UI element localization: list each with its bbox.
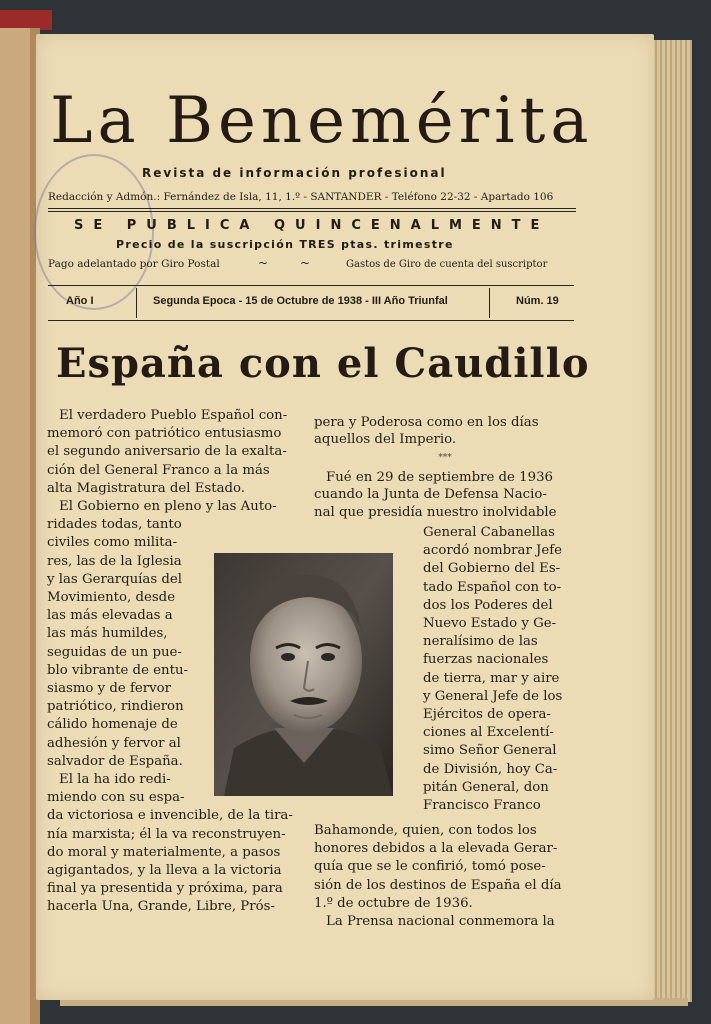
article-line: Fué en 29 de septiembre de 1936 bbox=[326, 470, 553, 485]
masthead-title: La Benemérita bbox=[50, 84, 594, 158]
article-line: del Gobierno del Es- bbox=[423, 561, 561, 577]
article-line: seguidas de un pue- bbox=[47, 644, 182, 660]
article-line: civiles como milita- bbox=[47, 535, 178, 551]
issue-number: Núm. 19 bbox=[516, 295, 559, 307]
article-line: siasmo y de fervor bbox=[47, 681, 172, 697]
article-line: hacerla Una, Grande, Libre, Prós- bbox=[47, 899, 275, 915]
article-line: La Prensa nacional conmemora la bbox=[326, 914, 555, 930]
article-line: nal que presidía nuestro inolvidable bbox=[314, 504, 557, 520]
article-line: pitán General, don bbox=[423, 779, 549, 795]
article-line: 1.º de octubre de 1936. bbox=[314, 895, 473, 911]
article-line: salvador de España. bbox=[47, 753, 183, 769]
article-line: da victoriosa e invencible, de la tira- bbox=[47, 808, 293, 824]
issue-date: Segunda Epoca - 15 de Octubre de 1938 - III Año Triunfal bbox=[153, 295, 448, 307]
article-headline: España con el Caudillo bbox=[56, 340, 590, 387]
portrait-photo bbox=[214, 553, 393, 796]
issue-year: Año I bbox=[66, 295, 94, 307]
article-right-column-narrow bbox=[423, 524, 575, 815]
article-line: aquellos del Imperio. bbox=[314, 432, 457, 448]
article-line: res, las de la Iglesia bbox=[47, 553, 182, 569]
rule-top bbox=[48, 208, 576, 209]
section-separator: *** bbox=[438, 453, 452, 463]
article-line: neralísimo de las bbox=[423, 634, 538, 650]
ornament-tilde: ~ bbox=[258, 256, 269, 270]
article-line: El Gobierno en pleno y las Auto- bbox=[59, 499, 277, 515]
masthead-subtitle: Revista de información profesional bbox=[142, 166, 447, 180]
article-line: final ya presentida y próxima, para bbox=[47, 881, 283, 897]
article-right-column-bottom bbox=[314, 822, 576, 931]
article-line: cálido homenaje de bbox=[47, 717, 178, 733]
article-line: General Cabanellas bbox=[423, 525, 555, 540]
article-line: de División, hoy Ca- bbox=[423, 761, 558, 777]
article-line: de tierra, mar y aire bbox=[423, 670, 560, 686]
article-line: Nuevo Estado y Ge- bbox=[423, 616, 557, 632]
article-line: acordó nombrar Jefe bbox=[423, 543, 563, 559]
article-line: y las Gerarquías del bbox=[47, 571, 183, 587]
article-line: el segundo aniversario de la exalta- bbox=[47, 444, 287, 460]
article-line: y General Jefe de los bbox=[423, 688, 563, 704]
article-line: do moral y materialmente, a pasos bbox=[47, 844, 281, 860]
binding-tab bbox=[0, 10, 52, 30]
article-line: Movimiento, desde bbox=[47, 590, 176, 606]
article-line: blo vibrante de entu- bbox=[47, 662, 189, 678]
subscription-price: Precio de la suscripción TRES ptas. trimestre bbox=[116, 238, 454, 251]
article-line: ciones al Excelentí- bbox=[423, 725, 554, 741]
article-line: adhesión y fervor al bbox=[47, 735, 181, 751]
article-line: simo Señor General bbox=[423, 743, 557, 759]
article-line: pera y Poderosa como en los días bbox=[314, 415, 539, 430]
publication-frequency: SE PUBLICA QUINCENALMENTE bbox=[74, 218, 550, 233]
info-divider bbox=[489, 288, 490, 318]
article-line: miendo con su espa- bbox=[47, 790, 185, 806]
page-edges bbox=[652, 40, 692, 1002]
article-line: dos los Poderes del bbox=[423, 597, 553, 613]
article-line: Francisco Franco bbox=[423, 798, 541, 814]
article-line: El verdadero Pueblo Español con- bbox=[59, 408, 288, 423]
ornament-tilde: ~ bbox=[300, 256, 311, 270]
article-line: alta Magistratura del Estado. bbox=[47, 480, 246, 496]
article-line: El la ha ido redi- bbox=[59, 772, 171, 788]
article-line: nía marxista; él la va reconstruyen- bbox=[47, 826, 286, 842]
article-line: las más elevadas a bbox=[47, 608, 173, 624]
issue-info-bar bbox=[48, 285, 574, 321]
article-line: Bahamonde, quien, con todos los bbox=[314, 823, 537, 838]
article-right-column-mid bbox=[314, 469, 576, 521]
article-line: quía que se le confirió, tomó pose- bbox=[314, 859, 546, 875]
article-line: honores debidos a la elevada Gerar- bbox=[314, 841, 558, 857]
article-line: ción del General Franco a la más bbox=[47, 462, 270, 478]
article-line: Ejércitos de opera- bbox=[423, 707, 551, 723]
article-line: tado Español con to- bbox=[423, 579, 562, 595]
article-line: sión de los destinos de España el día bbox=[314, 877, 562, 893]
article-line: las más humildes, bbox=[47, 626, 168, 642]
payment-note: Pago adelantado por Giro Postal bbox=[48, 258, 220, 270]
article-right-column-top bbox=[314, 414, 576, 449]
article-line: patriótico, rindieron bbox=[47, 699, 184, 715]
article-line: memoró con patriótico entusiasmo bbox=[47, 426, 282, 442]
rule-top-2 bbox=[48, 211, 576, 212]
info-divider bbox=[136, 288, 137, 318]
article-line: ridades todas, tanto bbox=[47, 517, 182, 533]
masthead-address: Redacción y Admón.: Fernández de Isla, 11, 1.º - SANTANDER - Teléfono 22-32 - Apartado 106 bbox=[48, 191, 554, 203]
article-line: cuando la Junta de Defensa Nacio- bbox=[314, 487, 547, 503]
fees-note: Gastos de Giro de cuenta del suscriptor bbox=[346, 259, 548, 270]
article-line: agigantados, y la lleva a la victoria bbox=[47, 863, 282, 879]
article-line: fuerzas nacionales bbox=[423, 652, 549, 668]
